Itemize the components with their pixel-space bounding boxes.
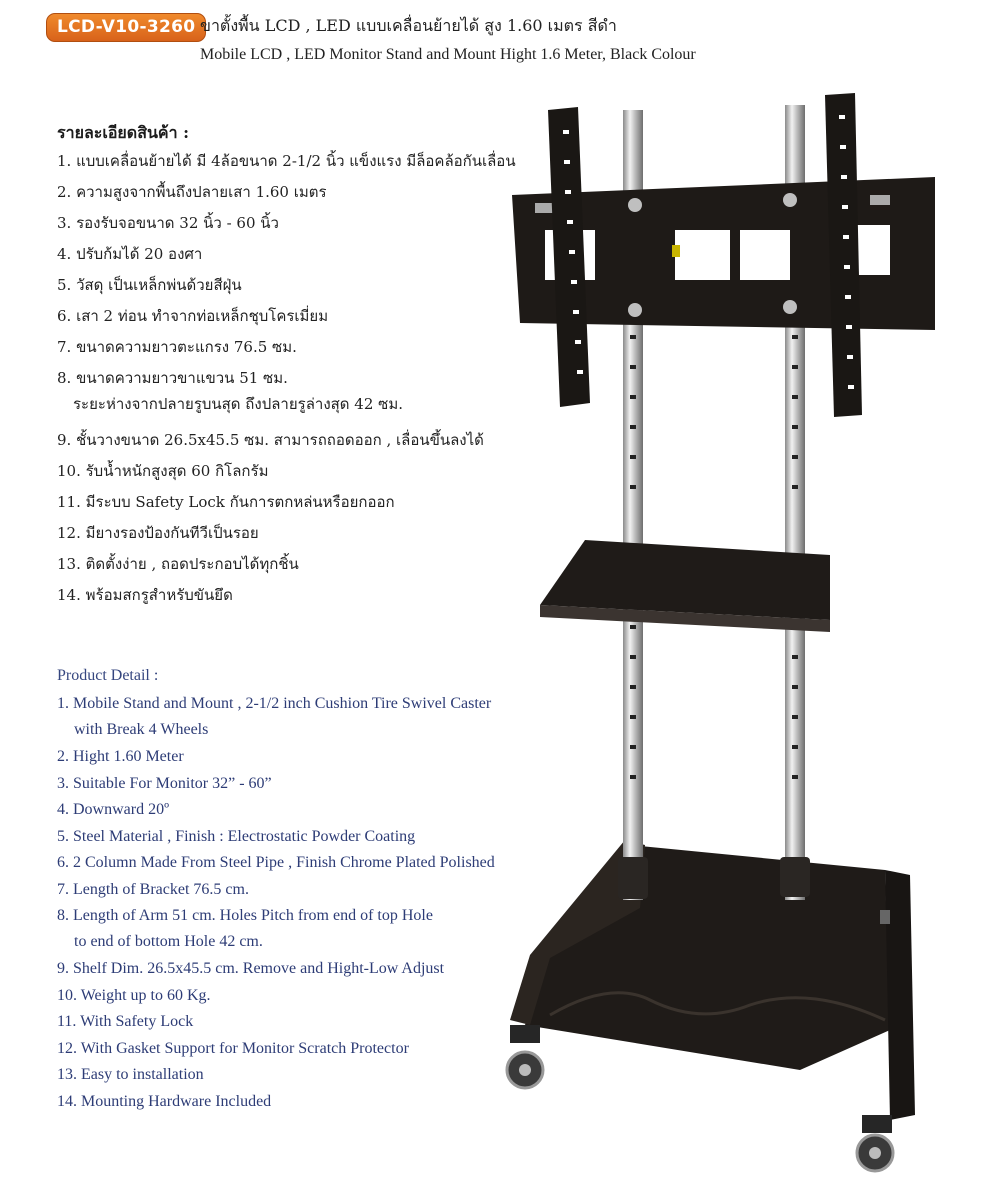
list-item: 8. Length of Arm 51 cm. Holes Pitch from end of top Hole to end of bottom Hole 42 cm. xyxy=(57,907,433,950)
list-item: 9. ชั้นวางขนาด 26.5x45.5 ซม. สามารถถอดออก , เลื่อนขึ้นลงได้ xyxy=(57,431,484,449)
english-details-list xyxy=(57,693,495,1117)
list-item: 1. แบบเคลื่อนย้ายได้ มี 4ล้อขนาด 2-1/2 นิ้ว แข็งแรง มีล็อคล้อกันเลื่อน xyxy=(57,152,516,170)
list-item: 6. เสา 2 ท่อน ทำจากท่อเหล็กชุบโครเมี่ยม xyxy=(57,307,329,325)
list-item: 3. รองรับจอขนาด 32 นิ้ว - 60 นิ้ว xyxy=(57,214,279,232)
list-item: 3. Suitable For Monitor 32” - 60” xyxy=(57,774,272,792)
list-item: 10. รับน้ำหนักสูงสุด 60 กิโลกรัม xyxy=(57,462,269,480)
list-item: 2. ความสูงจากพื้นถึงปลายเสา 1.60 เมตร xyxy=(57,183,327,201)
list-item: 14. พร้อมสกรูสำหรับขันยึด xyxy=(57,586,233,604)
english-details-heading: Product Detail : xyxy=(57,667,159,684)
list-item: 1. Mobile Stand and Mount , 2-1/2 inch Cushion Tire Swivel Caster with Break 4 Wheels xyxy=(57,695,492,738)
model-code-badge: LCD-V10-3260 xyxy=(46,13,206,42)
list-item: 2. Hight 1.60 Meter xyxy=(57,748,184,765)
list-item: 14. Mounting Hardware Included xyxy=(57,1092,272,1110)
product-title-thai: ขาตั้งพื้น LCD , LED แบบเคลื่อนย้ายได้ สูง 1.60 เมตร สีดำ xyxy=(200,16,617,35)
list-item: 4. ปรับก้มได้ 20 องศา xyxy=(57,245,203,263)
shelf xyxy=(540,540,830,632)
list-item: 8. ขนาดความยาวขาแขวน 51 ซม. ระยะห่างจากปลายรูบนสุด ถึงปลายรูล่างสุด 42 ซม. xyxy=(57,369,403,413)
thai-details-list xyxy=(57,150,516,615)
list-item: 4. Downward 20º xyxy=(57,801,170,818)
product-title-english: Mobile LCD , LED Monitor Stand and Mount Hight 1.6 Meter, Black Colour xyxy=(200,46,696,63)
list-item: 10. Weight up to 60 Kg. xyxy=(57,986,211,1004)
list-item: 13. Easy to installation xyxy=(57,1066,204,1083)
list-item: 12. มียางรองป้องกันทีวีเป็นรอย xyxy=(57,524,259,542)
list-item: 11. With Safety Lock xyxy=(57,1013,194,1030)
list-item: 11. มีระบบ Safety Lock กันการตกหล่นหรือยกออก xyxy=(57,493,395,511)
list-item: 5. วัสดุ เป็นเหล็กพ่นด้วยสีฝุ่น xyxy=(57,276,242,294)
thai-details-heading: รายละเอียดสินค้า : xyxy=(57,123,190,142)
list-item: 7. Length of Bracket 76.5 cm. xyxy=(57,880,249,898)
list-item: 12. With Gasket Support for Monitor Scratch Protector xyxy=(57,1039,409,1057)
list-item: 9. Shelf Dim. 26.5x45.5 cm. Remove and Hight-Low Adjust xyxy=(57,960,445,977)
list-item: 6. 2 Column Made From Steel Pipe , Finish Chrome Plated Polished xyxy=(57,854,495,871)
product-image xyxy=(490,85,960,1175)
list-item: 7. ขนาดความยาวตะแกรง 76.5 ซม. xyxy=(57,338,297,356)
list-item: 13. ติดตั้งง่าย , ถอดประกอบได้ทุกชิ้น xyxy=(57,555,299,573)
base-platform xyxy=(510,840,915,1120)
list-item: 5. Steel Material , Finish : Electrostatic Powder Coating xyxy=(57,827,416,845)
